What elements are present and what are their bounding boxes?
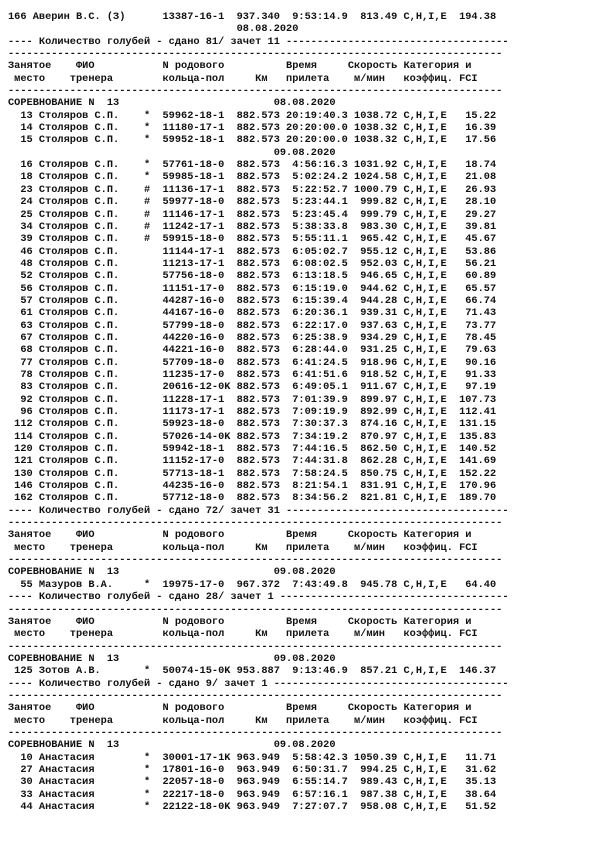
- report-line: 146 Столяров С.П. 44235-16-0 882.573 8:21:54.1 831.91 C,H,I,E 170.96: [8, 480, 497, 493]
- report-line: 46 Столяров С.П. 11144-17-1 882.573 6:05:02.7 955.12 C,H,I,E 53.86: [8, 245, 497, 258]
- report-line: 52 Столяров С.П. 57756-18-0 882.573 6:13:18.5 946.65 C,H,I,E 60.89: [8, 270, 497, 283]
- report-line: ---- Количество голубей - сдано 9/ зачет 1 --------------------------------------: [8, 677, 509, 690]
- report-line: 67 Столяров С.П. 44220-16-0 882.573 6:25:38.9 934.29 C,H,I,E 78.45: [8, 331, 497, 344]
- report-line: Занятое ФИО N родового Время Скорость Категория и: [8, 615, 472, 628]
- report-line: 14 Столяров С.П. * 11180-17-1 882.573 20:20:00.0 1038.32 C,H,I,E 16.39: [8, 122, 497, 135]
- report-line: 57 Столяров С.П. 44287-16-0 882.573 6:15:39.4 944.28 C,H,I,E 66.74: [8, 294, 497, 307]
- report-line: ---- Количество голубей - сдано 28/ зачет 1 -------------------------------------: [8, 591, 509, 604]
- report-line: 24 Столяров С.П. # 59977-18-0 882.573 5:23:44.1 999.82 C,H,I,E 28.10: [8, 196, 497, 209]
- report-line: 96 Столяров С.П. 11173-17-1 882.573 7:09:19.9 892.99 C,H,I,E 112.41: [8, 406, 497, 418]
- report-line: --------------------------------------------------------------------------------: [8, 85, 503, 98]
- report-line: 16 Столяров С.П. * 57761-18-0 882.573 4:56:16.3 1031.92 C,H,I,E 18.74: [8, 159, 497, 172]
- report-line: 09.08.2020: [8, 146, 336, 159]
- report-line: 34 Столяров С.П. # 11242-17-1 882.573 5:38:33.8 983.30 C,H,I,E 39.81: [8, 220, 497, 233]
- report-line: 83 Столяров С.П. 20616-12-0K 882.573 6:49:05.1 911.67 C,H,I,E 97.19: [8, 381, 497, 394]
- report-line: 61 Столяров С.П. 44167-16-0 882.573 6:20:36.1 939.31 C,H,I,E 71.43: [8, 307, 497, 320]
- report-line: 121 Столяров С.П. 11152-17-0 882.573 7:44:31.8 862.28 C,H,I,E 141.69: [8, 455, 497, 468]
- report-line: --------------------------------------------------------------------------------: [8, 554, 503, 567]
- report-line: 112 Столяров С.П. 59923-18-0 882.573 7:30:37.3 874.16 C,H,I,E 131.15: [8, 418, 497, 431]
- report-line: 08.08.2020: [8, 23, 299, 36]
- report-line: 63 Столяров С.П. 57799-18-0 882.573 6:22:17.0 937.63 C,H,I,E 73.77: [8, 319, 497, 332]
- report-line: 56 Столяров С.П. 11151-17-0 882.573 6:15:19.0 944.62 C,H,I,E 65.57: [8, 282, 497, 295]
- report-line: 27 Анастасия * 17801-16-0 963.949 6:50:31.7 994.25 C,H,I,E 31.62: [8, 763, 497, 776]
- report-line: СОРЕВНОВАНИЕ N 13 08.08.2020: [8, 97, 336, 110]
- report-line: место тренера кольца-пол Км прилета м/мин коэффиц. FCI: [8, 541, 478, 554]
- report-line: 130 Столяров С.П. 57713-18-1 882.573 7:58:24.5 850.75 C,H,I,E 152.22: [8, 467, 497, 480]
- report-line: 25 Столяров С.П. # 11146-17-1 882.573 5:23:45.4 999.79 C,H,I,E 29.27: [8, 208, 497, 221]
- report-line: Занятое ФИО N родового Время Скорость Категория и: [8, 529, 472, 542]
- report-line: 114 Столяров С.П. 57026-14-0K 882.573 7:34:19.2 870.97 C,H,I,E 135.83: [8, 430, 497, 443]
- report-line: 18 Столяров С.П. * 59985-18-1 882.573 5:02:24.2 1024.58 C,H,I,E 21.08: [8, 171, 497, 184]
- report-line: --------------------------------------------------------------------------------: [8, 726, 503, 739]
- report-line: место тренера кольца-пол Км прилета м/мин коэффиц. FCI: [8, 628, 478, 641]
- report-line: --------------------------------------------------------------------------------: [8, 48, 503, 61]
- report-line: 39 Столяров С.П. # 59915-18-0 882.573 5:55:11.1 965.42 C,H,I,E 45.67: [8, 233, 497, 246]
- report-line: 68 Столяров С.П. 44221-16-0 882.573 6:28:44.0 931.25 C,H,I,E 79.63: [8, 344, 497, 357]
- report-line: --------------------------------------------------------------------------------: [8, 517, 503, 530]
- report-line: 120 Столяров С.П. 59942-18-1 882.573 7:44:16.5 862.50 C,H,I,E 140.52: [8, 443, 497, 456]
- report-line: 15 Столяров С.П. * 59952-18-1 882.573 20:20:00.0 1038.32 C,H,I,E 17.56: [8, 134, 497, 147]
- report-line: ---- Количество голубей - сдано 72/ зачет 31 ------------------------------------: [8, 504, 509, 517]
- report-line: 125 Зотов А.В. * 50074-15-0K 953.887 9:13:46.9 857.21 C,H,I,E 146.37: [8, 665, 497, 678]
- report-line: 33 Анастасия * 22217-18-0 963.949 6:57:16.1 987.38 C,H,I,E 38.64: [8, 788, 497, 801]
- report-line: СОРЕВНОВАНИЕ N 13 09.08.2020: [8, 652, 336, 665]
- report-line: 166 Аверин В.С. (З) 13387-16-1 937.340 9:53:14.9 813.49 C,H,I,E 194.38: [8, 11, 497, 23]
- report-line: 30 Анастасия * 22057-18-0 963.949 6:55:14.7 989.43 C,H,I,E 35.13: [8, 776, 497, 789]
- report-line: 55 Мазуров В.А. * 19975-17-0 967.372 7:43:49.8 945.78 C,H,I,E 64.40: [8, 578, 497, 591]
- report-line: СОРЕВНОВАНИЕ N 13 09.08.2020: [8, 566, 336, 579]
- report-line: 44 Анастасия * 22122-18-0K 963.949 7:27:07.7 958.08 C,H,I,E 51.52: [8, 801, 497, 813]
- report-line: 48 Столяров С.П. 11213-17-1 882.573 6:08:02.5 952.03 C,H,I,E 56.21: [8, 257, 497, 270]
- report-line: место тренера кольца-пол Км прилета м/мин коэффиц. FCI: [8, 714, 478, 727]
- report-line: ---- Количество голубей - сдано 81/ зачет 11 ------------------------------------: [8, 35, 509, 48]
- report-line: --------------------------------------------------------------------------------: [8, 689, 503, 702]
- report-line: Занятое ФИО N родового Время Скорость Категория и: [8, 702, 472, 715]
- report-line: --------------------------------------------------------------------------------: [8, 603, 503, 616]
- report-line: --------------------------------------------------------------------------------: [8, 640, 503, 653]
- report-line: 162 Столяров С.П. 57712-18-0 882.573 8:34:56.2 821.81 C,H,I,E 189.70: [8, 492, 497, 505]
- report-line: 92 Столяров С.П. 11228-17-1 882.573 7:01:39.9 899.97 C,H,I,E 107.73: [8, 393, 497, 406]
- report-line: 23 Столяров С.П. # 11136-17-1 882.573 5:22:52.7 1000.79 C,H,I,E 26.93: [8, 183, 497, 196]
- report-line: 77 Столяров С.П. 57709-18-0 882.573 6:41:24.5 918.96 C,H,I,E 90.16: [8, 356, 497, 369]
- report-line: 10 Анастасия * 30001-17-1K 963.949 5:58:42.3 1050.39 C,H,I,E 11.71: [8, 751, 497, 764]
- report-line: СОРЕВНОВАНИЕ N 13 09.08.2020: [8, 739, 336, 752]
- report-line: 78 Столяров С.П. 11235-17-0 882.573 6:41:51.6 918.52 C,H,I,E 91.33: [8, 368, 497, 381]
- report-line: место тренера кольца-пол Км прилета м/мин коэффиц. FCI: [8, 72, 478, 85]
- report-line: 13 Столяров С.П. * 59962-18-1 882.573 20:19:40.3 1038.72 C,H,I,E 15.22: [8, 109, 497, 122]
- report-line: Занятое ФИО N родового Время Скорость Категория и: [8, 60, 472, 73]
